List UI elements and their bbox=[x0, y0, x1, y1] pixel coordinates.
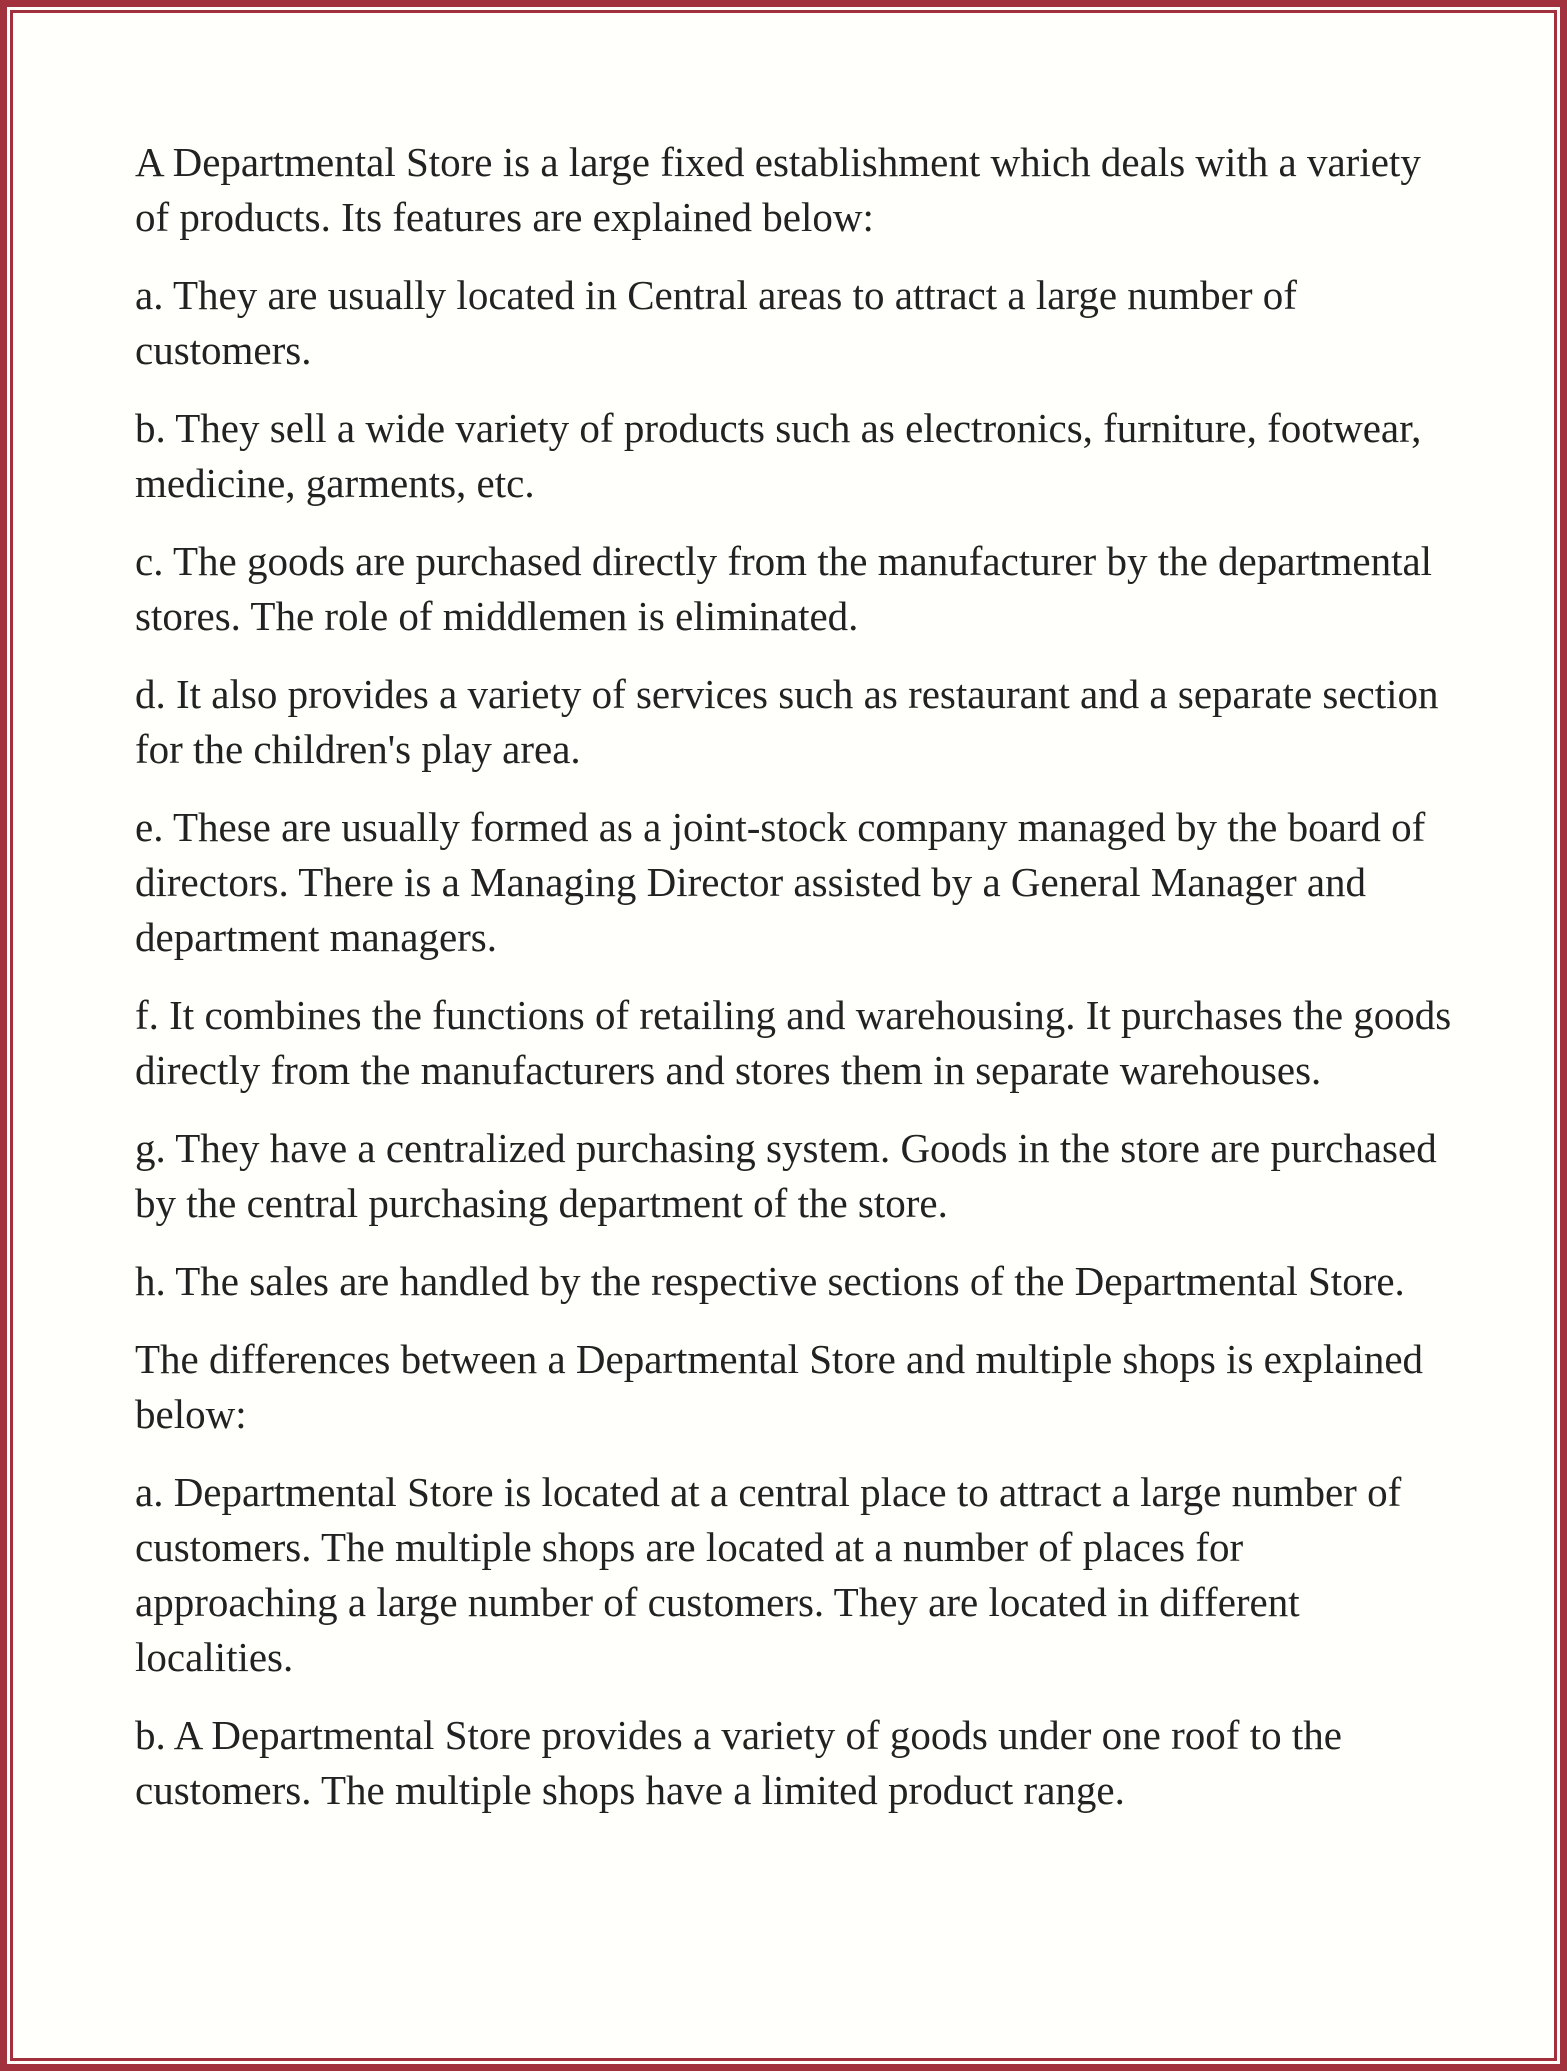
intro-paragraph: A Departmental Store is a large fixed establishment which deals with a variety of products. Its features are explained below: bbox=[135, 139, 1421, 240]
feature-h: h. The sales are handled by the respective sections of the Departmental Store. bbox=[135, 1258, 1405, 1304]
difference-a: a. Departmental Store is located at a central place to attract a large number of customers. The multiple shops are located at a number of places for approaching a large number of customers. They are located in different localities. bbox=[135, 1469, 1402, 1680]
differences-intro: The differences between a Departmental Store and multiple shops is explained below: bbox=[135, 1336, 1424, 1437]
document-body bbox=[135, 135, 1455, 1841]
feature-g: g. They have a centralized purchasing system. Goods in the store are purchased by the central purchasing department of the store. bbox=[135, 1125, 1437, 1226]
feature-b: b. They sell a wide variety of products such as electronics, furniture, footwear, medicine, garments, etc. bbox=[135, 405, 1422, 506]
feature-d: d. It also provides a variety of services such as restaurant and a separate section for the children's play area. bbox=[135, 671, 1439, 772]
feature-a: a. They are usually located in Central areas to attract a large number of customers. bbox=[135, 272, 1297, 373]
difference-b: b. A Departmental Store provides a variety of goods under one roof to the customers. The multiple shops have a limited product range. bbox=[135, 1712, 1342, 1813]
feature-f: f. It combines the functions of retailing and warehousing. It purchases the goods directly from the manufacturers and stores them in separate warehouses. bbox=[135, 992, 1452, 1093]
feature-c: c. The goods are purchased directly from the manufacturer by the departmental stores. The role of middlemen is eliminated. bbox=[135, 538, 1433, 639]
page-border bbox=[10, 10, 1557, 2061]
feature-e: e. These are usually formed as a joint-stock company managed by the board of directors. There is a Managing Director assisted by a General Manager and department managers. bbox=[135, 804, 1426, 960]
page-frame bbox=[7, 7, 1560, 2064]
